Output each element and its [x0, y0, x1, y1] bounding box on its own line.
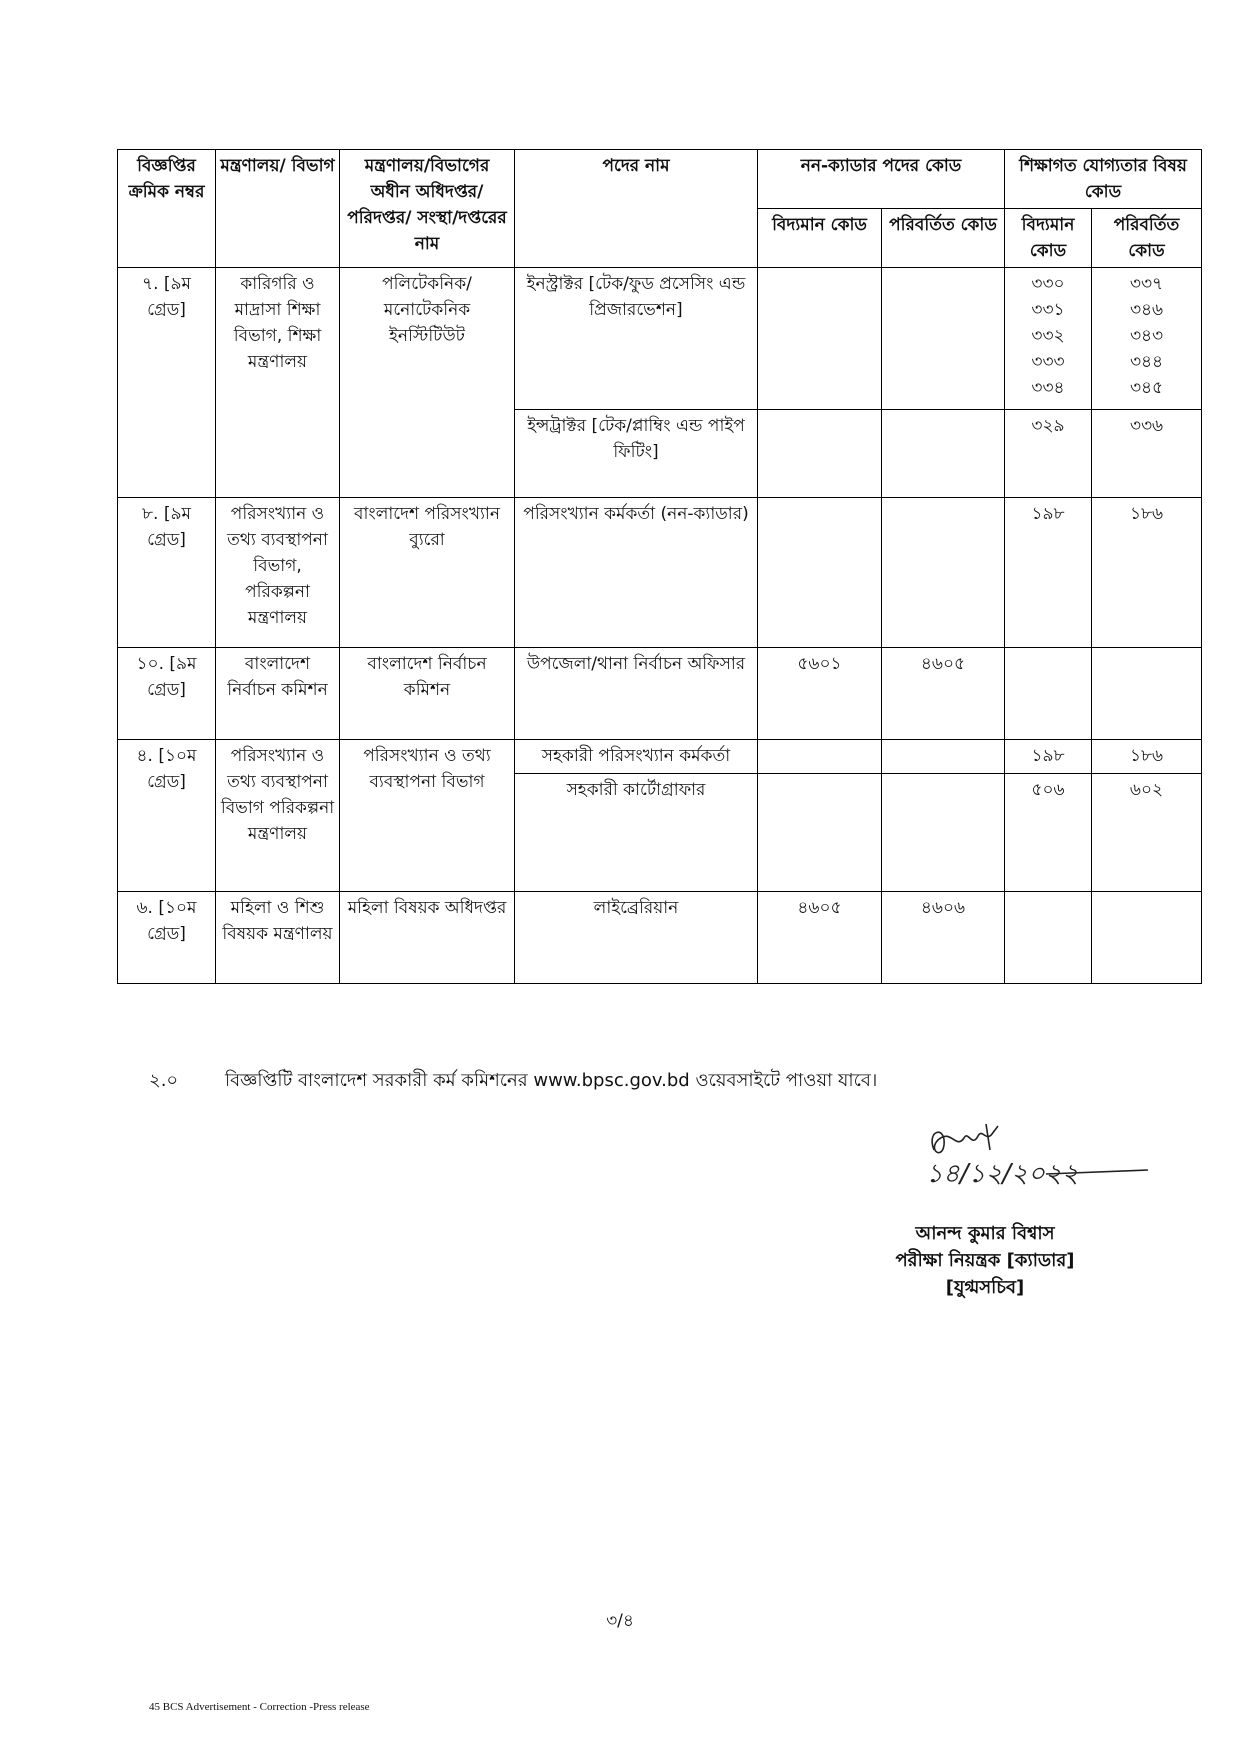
- signature-date: ১৪/১২/২০২২: [926, 1159, 1079, 1189]
- code-correction-table: [117, 149, 1202, 984]
- nc-changed-cell: [882, 268, 1005, 410]
- post-cell: উপজেলা/থানা নির্বাচন অফিসার: [515, 648, 758, 740]
- signer-title: পরীক্ষা নিয়ন্ত্রক [ক্যাডার]: [895, 1250, 1075, 1271]
- signer-name: আনন্দ কুমার বিশ্বাস: [915, 1223, 1055, 1244]
- nc-changed-cell: ৪৬০৬: [882, 892, 1005, 984]
- post-cell: সহকারী পরিসংখ্যান কর্মকর্তা: [515, 740, 758, 774]
- table-row: [118, 498, 1202, 648]
- edu-existing-cell: [1005, 892, 1092, 984]
- edu-changed-cell: ৩৩৭ ৩৪৬ ৩৪৩ ৩৪৪ ৩৪৫: [1092, 268, 1202, 410]
- handwritten-signature: [916, 1120, 1156, 1210]
- header-post: পদের নাম: [515, 150, 758, 268]
- note-text: বিজ্ঞপ্তিটি বাংলাদেশ সরকারী কর্ম কমিশনের www.bpsc.gov.bd ওয়েবসাইটে পাওয়া যাবে।: [225, 1070, 878, 1091]
- nc-existing-cell: [758, 774, 882, 892]
- table-row: [118, 892, 1202, 984]
- serial-cell: ৮. [৯ম গ্রেড]: [118, 498, 216, 648]
- edu-changed-cell: ৩৩৬: [1092, 410, 1202, 498]
- post-cell: লাইব্রেরিয়ান: [515, 892, 758, 984]
- nc-changed-cell: [882, 410, 1005, 498]
- header-row-1: [118, 150, 1202, 209]
- post-cell: ইনস্ট্রাক্টর [টেক/ফুড প্রসেসিং এন্ড প্রিজারভেশন]: [515, 268, 758, 410]
- post-cell: সহকারী কার্টোগ্রাফার: [515, 774, 758, 892]
- edu-changed-cell: [1092, 648, 1202, 740]
- edu-existing-cell: ৩৩০ ৩৩১ ৩৩২ ৩৩৩ ৩৩৪: [1005, 268, 1092, 410]
- header-nc-existing: বিদ্যমান কোড: [758, 209, 882, 268]
- serial-cell: ১০. [৯ম গ্রেড]: [118, 648, 216, 740]
- header-edu-existing: বিদ্যমান কোড: [1005, 209, 1092, 268]
- header-edu-changed: পরিবর্তিত কোড: [1092, 209, 1202, 268]
- nc-existing-cell: [758, 498, 882, 648]
- ministry-cell: পরিসংখ্যান ও তথ্য ব্যবস্থাপনা বিভাগ পরিকল্পনা মন্ত্রণালয়: [216, 740, 340, 892]
- serial-cell: ৪. [১০ম গ্রেড]: [118, 740, 216, 892]
- note-number: ২.০: [149, 1070, 179, 1091]
- edu-existing-cell: ১৯৮: [1005, 498, 1092, 648]
- page-number: ৩/৪: [606, 1611, 634, 1631]
- nc-existing-cell: ৫৬০১: [758, 648, 882, 740]
- serial-cell: ৭. [৯ম গ্রেড]: [118, 268, 216, 498]
- ministry-cell: মহিলা ও শিশু বিষয়ক মন্ত্রণালয়: [216, 892, 340, 984]
- edu-existing-cell: [1005, 648, 1092, 740]
- nc-existing-cell: [758, 268, 882, 410]
- post-cell: ইন্সট্রাক্টর [টেক/প্লাম্বিং এন্ড পাইপ ফিটিং]: [515, 410, 758, 498]
- ministry-cell: কারিগরি ও মাদ্রাসা শিক্ষা বিভাগ, শিক্ষা মন্ত্রণালয়: [216, 268, 340, 498]
- nc-existing-cell: [758, 740, 882, 774]
- serial-cell: ৬. [১০ম গ্রেড]: [118, 892, 216, 984]
- office-cell: বাংলাদেশ নির্বাচন কমিশন: [340, 648, 515, 740]
- header-office: মন্ত্রণালয়/বিভাগের অধীন অধিদপ্তর/পরিদপ্তর/ সংস্থা/দপ্তরের নাম: [340, 150, 515, 268]
- office-cell: বাংলাদেশ পরিসংখ্যান ব্যুরো: [340, 498, 515, 648]
- signer-rank: [যুগ্মসচিব]: [945, 1277, 1025, 1298]
- post-cell: পরিসংখ্যান কর্মকর্তা (নন-ক্যাডার): [515, 498, 758, 648]
- nc-changed-cell: ৪৬০৫: [882, 648, 1005, 740]
- signer-block: [855, 1220, 1115, 1301]
- ministry-cell: পরিসংখ্যান ও তথ্য ব্যবস্থাপনা বিভাগ, পরিকল্পনা মন্ত্রণালয়: [216, 498, 340, 648]
- edu-existing-cell: ১৯৮: [1005, 740, 1092, 774]
- footer-text: 45 BCS Advertisement - Correction -Press release: [149, 1701, 370, 1713]
- header-ministry: মন্ত্রণালয়/ বিভাগ: [216, 150, 340, 268]
- nc-changed-cell: [882, 740, 1005, 774]
- edu-changed-cell: ৬০২: [1092, 774, 1202, 892]
- header-nc-changed: পরিবর্তিত কোড: [882, 209, 1005, 268]
- nc-existing-cell: ৪৬০৫: [758, 892, 882, 984]
- header-serial: বিজ্ঞপ্তির ক্রমিক নম্বর: [118, 150, 216, 268]
- nc-changed-cell: [882, 498, 1005, 648]
- office-cell: মহিলা বিষয়ক অধিদপ্তর: [340, 892, 515, 984]
- table-row: [118, 740, 1202, 774]
- edu-changed-cell: ১৮৬: [1092, 740, 1202, 774]
- office-cell: পরিসংখ্যান ও তথ্য ব্যবস্থাপনা বিভাগ: [340, 740, 515, 892]
- header-education-code: শিক্ষাগত যোগ্যতার বিষয় কোড: [1005, 150, 1202, 209]
- nc-changed-cell: [882, 774, 1005, 892]
- nc-existing-cell: [758, 410, 882, 498]
- table-row: [118, 268, 1202, 410]
- edu-existing-cell: ৩২৯: [1005, 410, 1092, 498]
- table-row: [118, 648, 1202, 740]
- edu-changed-cell: ১৮৬: [1092, 498, 1202, 648]
- header-noncadre-code: নন-ক্যাডার পদের কোড: [758, 150, 1005, 209]
- edu-existing-cell: ৫০৬: [1005, 774, 1092, 892]
- table-body: [118, 268, 1202, 984]
- edu-changed-cell: [1092, 892, 1202, 984]
- office-cell: পলিটেকনিক/ মনোটেকনিক ইনস্টিটিউট: [340, 268, 515, 498]
- ministry-cell: বাংলাদেশ নির্বাচন কমিশন: [216, 648, 340, 740]
